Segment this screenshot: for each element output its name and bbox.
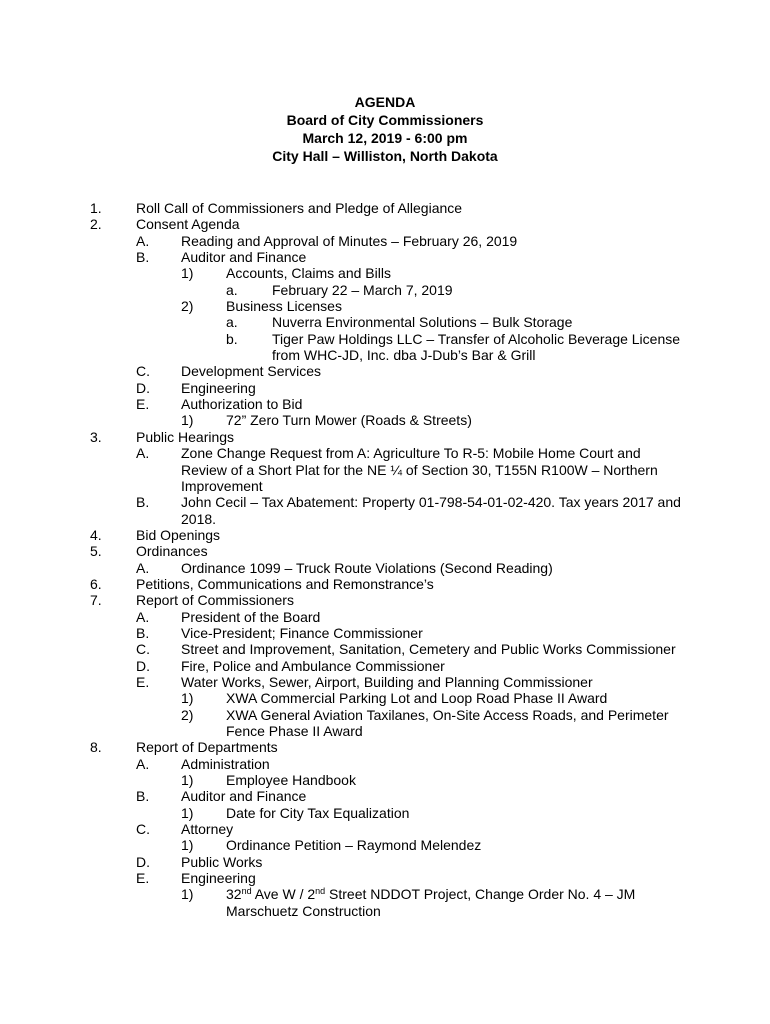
item-number: B. <box>136 624 150 641</box>
item-text: Water Works, Sewer, Airport, Building and Planning Commissioner <box>181 673 593 690</box>
board-name: Board of City Commissioners <box>286 112 484 128</box>
agenda-item <box>0 739 770 755</box>
item-number: 1. <box>90 200 102 216</box>
item-number: 1) <box>181 412 194 429</box>
agenda-subitem <box>0 396 770 412</box>
item-number: b. <box>226 330 238 347</box>
item-number: A. <box>136 559 150 576</box>
agenda-subitem <box>0 380 770 396</box>
item-text: Attorney <box>181 821 234 838</box>
agenda-item <box>0 592 770 608</box>
item-text: Public Works <box>181 853 263 870</box>
agenda-item <box>0 429 770 445</box>
agenda-subitem <box>0 886 770 919</box>
agenda-subitem <box>0 249 770 265</box>
item-number: D. <box>136 657 150 674</box>
item-text: President of the Board <box>181 608 321 625</box>
agenda-subitem <box>0 233 770 249</box>
item-text: Consent Agenda <box>136 216 240 233</box>
agenda-item <box>0 527 770 543</box>
item-number: E. <box>136 396 150 413</box>
item-text: Tiger Paw Holdings LLC – Transfer of Alcoholic Beverage License from WHC-JD, Inc. dba J-Dub’s Bar & Grill <box>272 330 681 364</box>
item-text: Nuverra Environmental Solutions – Bulk Storage <box>272 314 573 331</box>
agenda-list <box>0 200 770 919</box>
item-text: Engineering <box>181 379 256 396</box>
item-text: Roll Call of Commissioners and Pledge of Allegiance <box>136 200 463 216</box>
item-number: D. <box>136 379 150 396</box>
agenda-item <box>0 216 770 232</box>
item-text: Development Services <box>181 363 322 380</box>
item-text: Vice-President; Finance Commissioner <box>181 624 423 641</box>
agenda-subitem <box>0 690 770 706</box>
agenda-subitem <box>0 805 770 821</box>
item-number: 2) <box>181 298 194 315</box>
item-number: A. <box>136 232 150 249</box>
item-number: E. <box>136 870 150 887</box>
agenda-subitem <box>0 445 770 494</box>
item-number: A. <box>136 445 150 462</box>
item-number: C. <box>136 641 150 658</box>
agenda-subitem <box>0 788 770 804</box>
meeting-date-time: March 12, 2019 - 6:00 pm <box>302 130 468 146</box>
item-number: 1) <box>181 804 194 821</box>
item-number: 3. <box>90 428 102 445</box>
agenda-item <box>0 576 770 592</box>
agenda-subitem <box>0 707 770 740</box>
agenda-subitem <box>0 772 770 788</box>
item-text: Date for City Tax Equalization <box>226 804 410 821</box>
item-number: 1) <box>181 265 194 282</box>
item-text: Report of Departments <box>136 739 278 756</box>
item-text: XWA General Aviation Taxilanes, On-Site Access Roads, and Perimeter Fence Phase II Award <box>226 706 669 739</box>
agenda-subitem <box>0 363 770 379</box>
item-number: B. <box>136 788 150 805</box>
item-text: Accounts, Claims and Bills <box>226 265 391 282</box>
agenda-item <box>0 543 770 559</box>
item-number: a. <box>226 314 238 331</box>
item-text: Street and Improvement, Sanitation, Cemetery and Public Works Commissioner <box>181 641 676 658</box>
item-text <box>226 886 690 919</box>
agenda-subitem <box>0 412 770 428</box>
item-text: Ordinance 1099 – Truck Route Violations (Second Reading) <box>181 559 553 576</box>
item-number: 6. <box>90 575 102 592</box>
item-number: 1) <box>181 886 194 903</box>
item-text-part: Ave W / 2 <box>251 886 316 903</box>
agenda-subitem <box>0 282 770 298</box>
item-number: a. <box>226 281 238 298</box>
item-text: Bid Openings <box>136 526 221 543</box>
agenda-item <box>0 200 770 216</box>
agenda-subitem <box>0 494 770 527</box>
item-text: Administration <box>181 755 270 772</box>
item-number: D. <box>136 853 150 870</box>
item-text: Petitions, Communications and Remonstrance’s <box>136 575 434 592</box>
item-text: XWA Commercial Parking Lot and Loop Road Phase II Award <box>226 690 608 707</box>
item-text-part: Street NDDOT Project, Change Order No. 4 – JM Marschuetz Construction <box>226 886 636 919</box>
item-text: Ordinances <box>136 543 208 560</box>
item-text: Auditor and Finance <box>181 249 307 266</box>
item-text: Auditor and Finance <box>181 788 307 805</box>
ordinal-suffix: nd <box>241 886 252 897</box>
item-text: 72” Zero Turn Mower (Roads & Streets) <box>226 412 472 429</box>
document-header <box>0 93 770 165</box>
agenda-title: AGENDA <box>354 94 416 110</box>
item-text: Engineering <box>181 870 256 887</box>
agenda-subitem <box>0 641 770 657</box>
agenda-subitem <box>0 821 770 837</box>
agenda-subitem <box>0 625 770 641</box>
item-text: Ordinance Petition – Raymond Melendez <box>226 837 482 854</box>
item-number: 5. <box>90 543 102 560</box>
agenda-subitem <box>0 298 770 314</box>
item-text: February 22 – March 7, 2019 <box>272 281 453 298</box>
agenda-subitem <box>0 609 770 625</box>
agenda-subitem <box>0 756 770 772</box>
item-text: Zone Change Request from A: Agriculture To R-5: Mobile Home Court and Review of a Short Plat for the NE ¼ of Section 30, T155N R100W – Northern Improvement <box>181 445 658 494</box>
meeting-location: City Hall – Williston, North Dakota <box>272 148 498 164</box>
agenda-subitem <box>0 331 770 364</box>
agenda-subitem <box>0 314 770 330</box>
ordinal-suffix: nd <box>315 886 326 897</box>
item-number: B. <box>136 249 150 266</box>
item-number: 7. <box>90 592 102 609</box>
item-number: 2) <box>181 706 194 723</box>
item-number: A. <box>136 755 150 772</box>
agenda-subitem <box>0 837 770 853</box>
item-text: Authorization to Bid <box>181 396 303 413</box>
agenda-subitem <box>0 674 770 690</box>
item-number: C. <box>136 363 150 380</box>
item-text: John Cecil – Tax Abatement: Property 01-798-54-01-02-420. Tax years 2017 and 2018. <box>181 494 681 527</box>
item-number: 1) <box>181 837 194 854</box>
item-number: A. <box>136 608 150 625</box>
item-text: Reading and Approval of Minutes – February 26, 2019 <box>181 232 518 249</box>
item-number: 1) <box>181 690 194 707</box>
item-text: Fire, Police and Ambulance Commissioner <box>181 657 445 674</box>
item-text: Public Hearings <box>136 428 235 445</box>
item-number: B. <box>136 494 150 511</box>
item-number: C. <box>136 821 150 838</box>
item-text: Business Licenses <box>226 298 342 315</box>
agenda-subitem <box>0 560 770 576</box>
item-number: 8. <box>90 739 102 756</box>
item-number: 2. <box>90 216 102 233</box>
item-text: Employee Handbook <box>226 772 356 789</box>
agenda-subitem <box>0 658 770 674</box>
item-number: 1) <box>181 772 194 789</box>
agenda-subitem <box>0 854 770 870</box>
agenda-subitem <box>0 870 770 886</box>
item-text: Report of Commissioners <box>136 592 294 609</box>
item-number: 4. <box>90 526 102 543</box>
agenda-subitem <box>0 265 770 281</box>
item-number: E. <box>136 673 150 690</box>
item-text-part: 32 <box>226 886 242 903</box>
